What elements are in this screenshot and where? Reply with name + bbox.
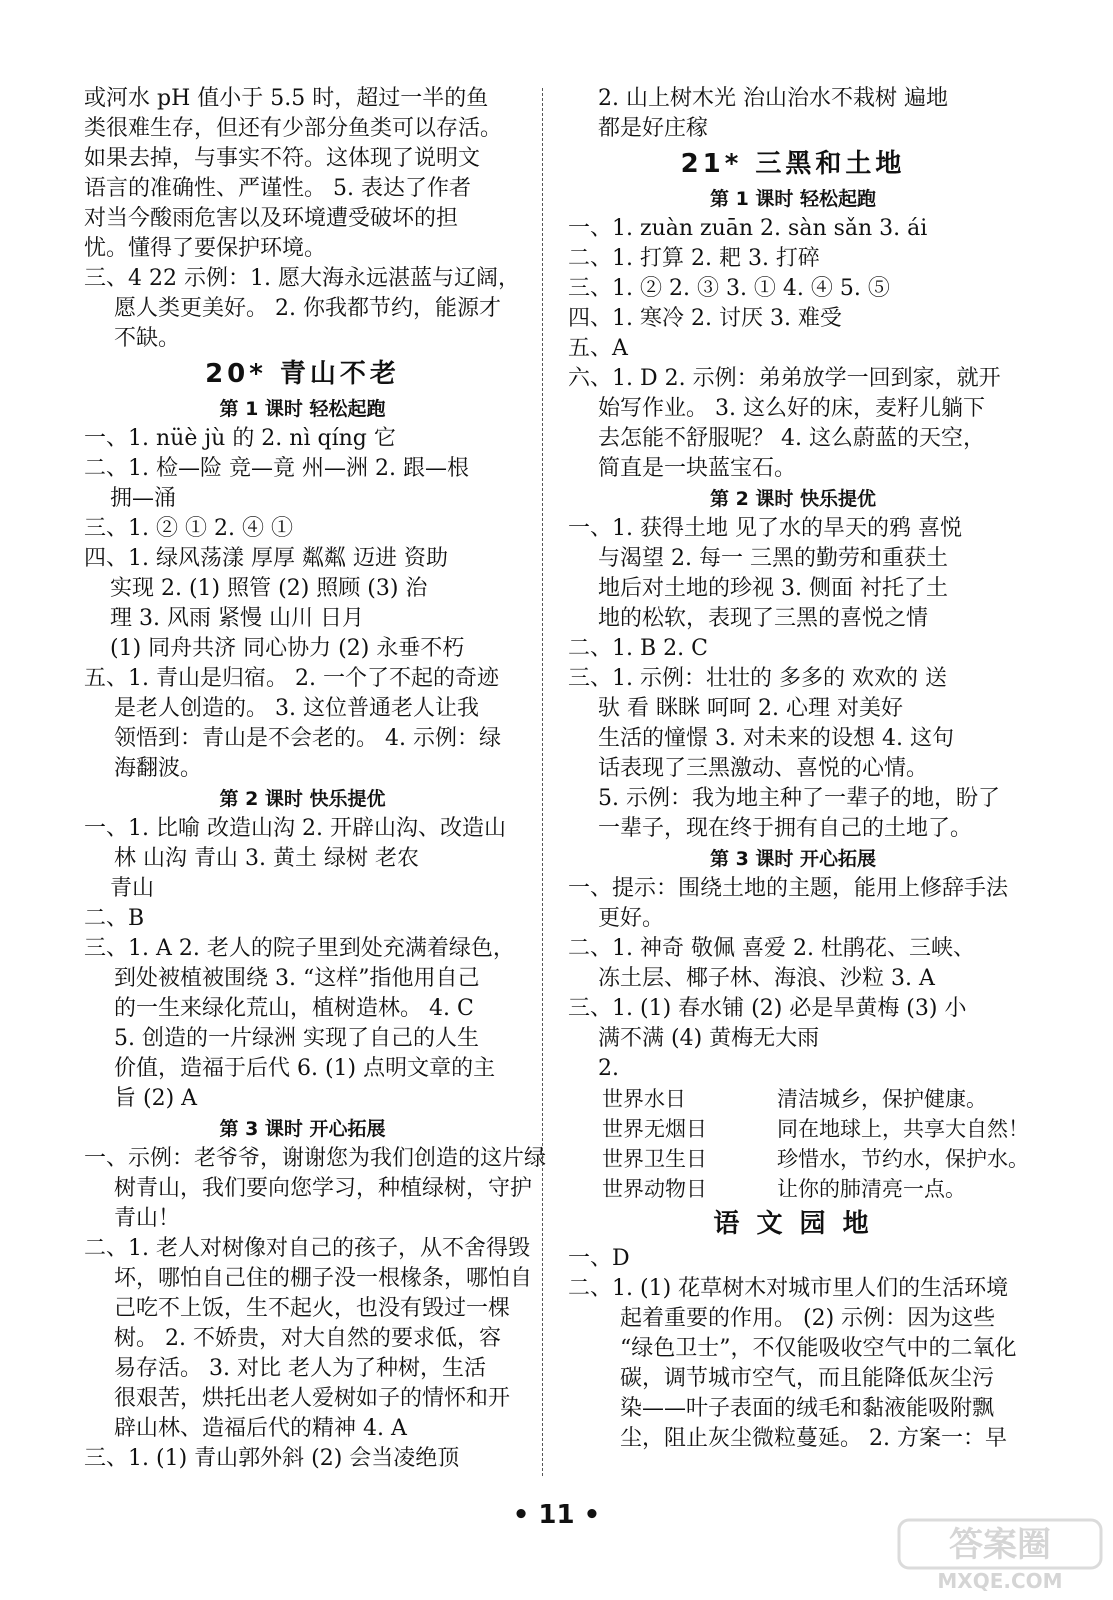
answer-line: 一、1. 获得土地 见了水的旱天的鸦 喜悦: [568, 516, 962, 541]
answer-line: “绿色卫士”，不仅能吸收空气中的二氧化: [620, 1336, 1017, 1361]
section-heading: 第 3 课时 开心拓展: [219, 1118, 386, 1140]
answer-line: 都是好庄稼: [598, 116, 709, 141]
answer-line: 三、1. (1) 春水铺 (2) 必是旱黄梅 (3) 小: [568, 996, 967, 1021]
answer-line: 始写作业。 3. 这么好的床，麦籽儿躺下: [598, 396, 985, 421]
answer-line: 到处被植被围绕 3. “这样”指他用自己: [114, 966, 480, 991]
answer-line: 理 3. 风雨 紧慢 山川 日月: [110, 606, 364, 631]
lesson-title: 20* 青山不老: [205, 359, 400, 389]
answer-line: 树。 2. 不娇贵，对大自然的要求低，容: [114, 1326, 501, 1351]
lesson-title: 21* 三黑和土地: [680, 149, 906, 179]
answer-line: 对当今酸雨危害以及环境遭受破坏的担: [84, 206, 459, 231]
right-column-top: [568, 84, 1018, 1084]
answer-line: 三、4 22 示例：1. 愿大海永远湛蓝与辽阔，: [84, 266, 520, 291]
answer-line: 的一生来绿化荒山，植树造林。 4. C: [114, 996, 474, 1021]
answer-line: 二、1. 老人对树像对自己的孩子，从不舍得毁: [84, 1236, 530, 1261]
page-number: • 11 •: [512, 1500, 601, 1530]
answer-line: 青山！: [114, 1206, 181, 1231]
answer-line: 领悟到：青山是不会老的。 4. 示例：绿: [114, 726, 501, 751]
answer-line: 易存活。 3. 对比 老人为了种树，生活: [114, 1356, 486, 1381]
answer-line: 碳，调节城市空气，而且能降低灰尘污: [620, 1366, 995, 1391]
answer-line: 辟山林、造福后代的精神 4. A: [114, 1416, 407, 1441]
answer-line: 一、1. 比喻 改造山沟 2. 开辟山沟、改造山: [84, 816, 506, 841]
answer-line: 青山: [110, 876, 155, 901]
section-heading: 第 2 课时 快乐提优: [219, 788, 386, 810]
answer-line: 二、1. B 2. C: [568, 636, 708, 661]
answer-line: 染——叶子表面的绒毛和黏液能吸附飘: [620, 1396, 995, 1421]
answer-line: 二、B: [84, 906, 145, 931]
right-column: [568, 84, 1029, 1454]
section-heading: 第 1 课时 轻松起跑: [709, 188, 877, 210]
answer-line: 实现 2. (1) 照管 (2) 照顾 (3) 治: [110, 576, 428, 601]
answer-line: (1) 同舟共济 同心协力 (2) 永垂不朽: [110, 636, 465, 661]
answer-line: 二、1. (1) 花草树木对城市里人们的生活环境: [568, 1276, 1009, 1301]
match-day-name: 世界卫生日: [602, 1147, 707, 1171]
answer-line: 三、1. 示例：壮壮的 多多的 欢欢的 送: [568, 666, 947, 691]
answer-line: 5. 示例：我为地主种了一辈子的地，盼了: [598, 786, 1000, 811]
answer-line: 四、1. 寒冷 2. 讨厌 3. 难受: [568, 306, 842, 331]
answer-line: 旨 (2) A: [114, 1086, 198, 1111]
answer-line: 简直是一块蓝宝石。: [598, 456, 797, 481]
match-day-name: 世界水日: [602, 1087, 686, 1111]
answer-line: 尘，阻止灰尘微粒蔓延。 2. 方案一：早: [620, 1426, 1007, 1451]
answer-line: 一、1. zuàn zuān 2. sàn sǎn 3. ái: [568, 216, 928, 241]
right-column-bottom: [568, 1204, 1018, 1454]
answer-line: 或河水 pH 值小于 5.5 时，超过一半的鱼: [84, 86, 489, 111]
answer-line: 满不满 (4) 黄梅无大雨: [598, 1026, 820, 1051]
match-slogan: 让你的肺清亮一点。: [777, 1177, 966, 1201]
answer-line: 二、1. 打算 2. 耙 3. 打碎: [568, 246, 820, 271]
match-day-name: 世界动物日: [602, 1177, 707, 1201]
lesson-title: 语 文 园 地: [713, 1209, 873, 1239]
answer-line: 语言的准确性、严谨性。 5. 表达了作者: [84, 176, 471, 201]
column-divider: [542, 88, 543, 1476]
answer-line: 忧。懂得了要保护环境。: [84, 236, 327, 261]
answer-line: 五、1. 青山是归宿。 2. 一个了不起的奇迹: [84, 666, 499, 691]
answer-line: 四、1. 绿风荡漾 厚厚 粼粼 迈进 资助: [84, 546, 448, 571]
match-day-name: 世界无烟日: [602, 1117, 707, 1141]
answer-line: 2. 山上树木光 治山治水不栽树 遍地: [598, 86, 948, 111]
section-heading: 第 1 课时 轻松起跑: [219, 398, 386, 420]
day-matching-table: [602, 1084, 1029, 1204]
answer-line: 一、提示：围绕土地的主题，能用上修辞手法: [568, 876, 1009, 901]
answer-line: 是老人创造的。 3. 这位普通老人让我: [114, 696, 479, 721]
answer-line: 一辈子，现在终于拥有自己的土地了。: [598, 816, 973, 841]
answer-line: 类很难生存，但还有少部分鱼类可以存活。: [84, 116, 503, 141]
answer-line: 起着重要的作用。 (2) 示例：因为这些: [620, 1306, 996, 1331]
answer-line: 己吃不上饭，生不起火，也没有毁过一棵: [114, 1296, 511, 1321]
answer-line: 三、1. ② ① 2. ④ ①: [84, 516, 293, 541]
answer-line: 一、示例：老爷爷，谢谢您为我们创造的这片绿: [84, 1146, 547, 1171]
answer-line: 不缺。: [114, 326, 181, 351]
section-heading: 第 3 课时 开心拓展: [709, 848, 877, 870]
answer-line: 一、D: [568, 1246, 630, 1271]
answer-line: 话表现了三黑激动、喜悦的心情。: [598, 756, 929, 781]
answer-line: 坏，哪怕自己住的棚子没一根椽条，哪怕自: [114, 1266, 533, 1291]
answer-line: 二、1. 神奇 敬佩 喜爱 2. 杜鹃花、三峡、: [568, 936, 975, 961]
watermark-title: 答案圈: [949, 1525, 1051, 1565]
answer-line: 地后对土地的珍视 3. 侧面 衬托了土: [598, 576, 948, 601]
answer-line: 拥—涌: [110, 486, 177, 511]
answer-line: 价值，造福于后代 6. (1) 点明文章的主: [114, 1056, 496, 1081]
answer-line: 一、1. nüè jù 的 2. nì qíng 它: [84, 426, 396, 451]
answer-line: 冻土层、椰子林、海浪、沙粒 3. A: [598, 966, 935, 991]
answer-line: 如果去掉，与事实不符。这体现了说明文: [84, 146, 481, 171]
answer-line: 二、1. 检—险 竞—竟 州—洲 2. 跟—根: [84, 456, 469, 481]
match-slogan: 珍惜水，节约水，保护水。: [777, 1147, 1029, 1171]
watermark-logo: [895, 1518, 1105, 1594]
answer-line: 六、1. D 2. 示例：弟弟放学一回到家，就开: [568, 366, 1001, 391]
answer-line: 生活的憧憬 3. 对未来的设想 4. 这句: [598, 726, 954, 751]
answer-line: 五、A: [568, 336, 628, 361]
answer-line: 树青山，我们要向您学习，种植绿树，守护: [114, 1176, 533, 1201]
answer-line: 5. 创造的一片绿洲 实现了自己的人生: [114, 1026, 479, 1051]
match-slogan: 清洁城乡，保护健康。: [777, 1087, 987, 1111]
match-slogan: 同在地球上，共享大自然！: [777, 1117, 1029, 1141]
answer-line: 驮 看 眯眯 呵呵 2. 心理 对美好: [598, 696, 903, 721]
watermark-url: MXQE.COM: [937, 1569, 1063, 1593]
answer-line: 去怎能不舒服呢？ 4. 这么蔚蓝的天空，: [598, 426, 985, 451]
answer-line: 愿人类更美好。 2. 你我都节约，能源才: [114, 296, 501, 321]
answer-line: 2.: [598, 1056, 619, 1081]
answer-line: 与渴望 2. 每一 三黑的勤劳和重获土: [598, 546, 948, 571]
answer-line: 很艰苦，烘托出老人爱树如子的情怀和开: [114, 1386, 511, 1411]
answer-line: 海翻波。: [114, 756, 203, 781]
section-heading: 第 2 课时 快乐提优: [709, 488, 877, 510]
answer-line: 林 山沟 青山 3. 黄土 绿树 老农: [114, 846, 419, 871]
answer-line: 三、1. (1) 青山郭外斜 (2) 会当凌绝顶: [84, 1446, 460, 1471]
answer-line: 更好。: [598, 906, 665, 931]
answer-line: 三、1. ② 2. ③ 3. ① 4. ④ 5. ⑤: [568, 276, 890, 301]
left-column: [84, 84, 547, 1474]
answer-line: 三、1. A 2. 老人的院子里到处充满着绿色，: [84, 936, 515, 961]
answer-line: 地的松软，表现了三黑的喜悦之情: [598, 606, 929, 631]
